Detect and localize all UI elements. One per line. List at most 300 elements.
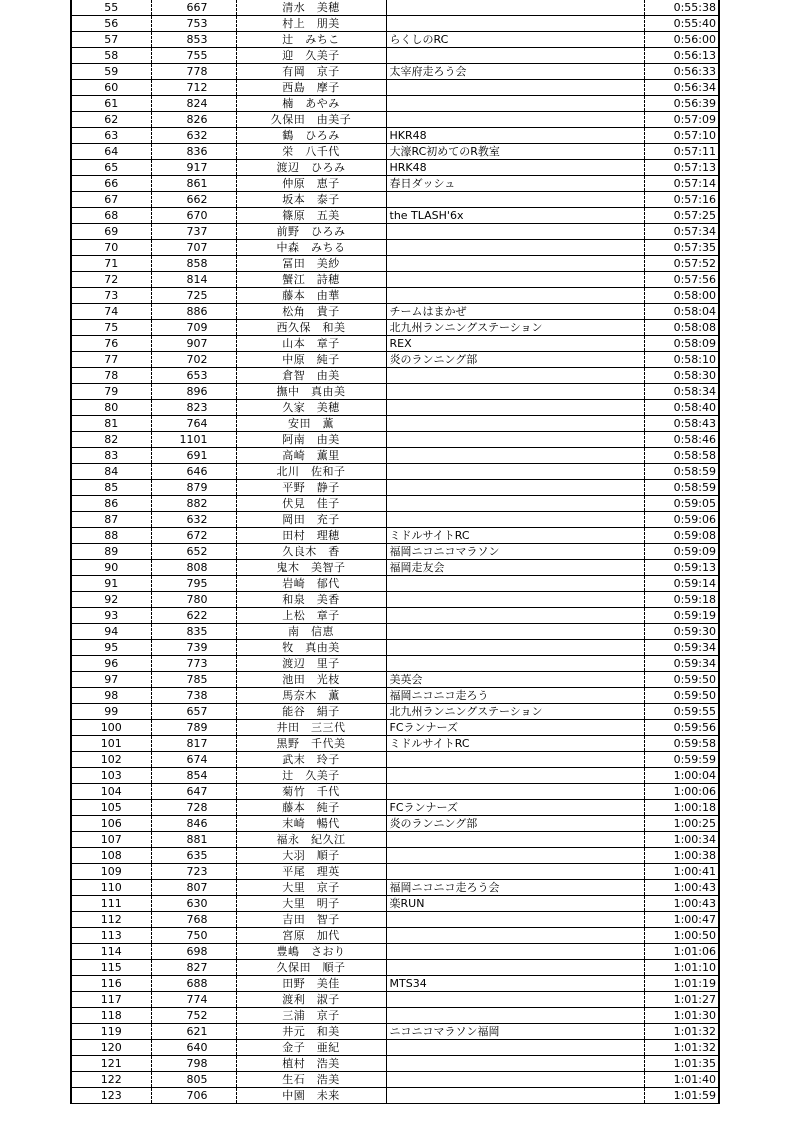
time-cell: 1:01:30 [644,1008,719,1024]
team-cell: REX [386,336,644,352]
name-cell: 岡田 充子 [236,512,386,528]
time-cell: 1:01:10 [644,960,719,976]
team-cell [386,656,644,672]
bib-cell: 780 [151,592,236,608]
time-cell: 0:57:13 [644,160,719,176]
team-cell [386,96,644,112]
rank-cell: 101 [71,736,151,752]
name-cell: 迎 久美子 [236,48,386,64]
bib-cell: 886 [151,304,236,320]
time-cell: 1:01:59 [644,1088,719,1104]
rank-cell: 61 [71,96,151,112]
time-cell: 0:58:00 [644,288,719,304]
name-cell: 渡辺 里子 [236,656,386,672]
bib-cell: 826 [151,112,236,128]
time-cell: 0:59:05 [644,496,719,512]
bib-cell: 858 [151,256,236,272]
time-cell: 0:59:08 [644,528,719,544]
team-cell: 美英会 [386,672,644,688]
team-cell [386,240,644,256]
bib-cell: 896 [151,384,236,400]
table-row [71,1072,719,1088]
team-cell [386,752,644,768]
rank-cell: 111 [71,896,151,912]
rank-cell: 113 [71,928,151,944]
name-cell: 清水 美穂 [236,0,386,16]
bib-cell: 753 [151,16,236,32]
name-cell: 三浦 京子 [236,1008,386,1024]
name-cell: 渡辺 ひろみ [236,160,386,176]
bib-cell: 674 [151,752,236,768]
time-cell: 0:57:25 [644,208,719,224]
team-cell [386,384,644,400]
team-cell [386,1008,644,1024]
name-cell: 篠原 五美 [236,208,386,224]
table-row [71,896,719,912]
time-cell: 0:57:16 [644,192,719,208]
time-cell: 0:59:09 [644,544,719,560]
team-cell [386,16,644,32]
time-cell: 0:58:43 [644,416,719,432]
time-cell: 0:59:56 [644,720,719,736]
name-cell: 宮原 加代 [236,928,386,944]
team-cell [386,1072,644,1088]
team-cell [386,576,644,592]
time-cell: 0:58:34 [644,384,719,400]
team-cell [386,288,644,304]
table-row [71,352,719,368]
table-row [71,64,719,80]
table-row [71,592,719,608]
team-cell [386,480,644,496]
time-cell: 0:57:14 [644,176,719,192]
table-row [71,832,719,848]
team-cell [386,464,644,480]
team-cell: 楽RUN [386,896,644,912]
rank-cell: 60 [71,80,151,96]
bib-cell: 622 [151,608,236,624]
name-cell: 田野 美佳 [236,976,386,992]
time-cell: 0:59:18 [644,592,719,608]
rank-cell: 96 [71,656,151,672]
table-row [71,1008,719,1024]
time-cell: 0:58:46 [644,432,719,448]
table-row [71,848,719,864]
name-cell: 北川 佐和子 [236,464,386,480]
bib-cell: 632 [151,512,236,528]
bib-cell: 917 [151,160,236,176]
rank-cell: 65 [71,160,151,176]
table-row [71,912,719,928]
table-row [71,512,719,528]
name-cell: 倉智 由美 [236,368,386,384]
team-cell [386,496,644,512]
rank-cell: 116 [71,976,151,992]
bib-cell: 647 [151,784,236,800]
time-cell: 1:00:38 [644,848,719,864]
time-cell: 0:55:38 [644,0,719,16]
rank-cell: 69 [71,224,151,240]
team-cell: 春日ダッシュ [386,176,644,192]
time-cell: 0:59:59 [644,752,719,768]
team-cell: 福岡ニコニコ走ろう会 [386,880,644,896]
bib-cell: 814 [151,272,236,288]
bib-cell: 1101 [151,432,236,448]
name-cell: 仲原 恵子 [236,176,386,192]
team-cell [386,848,644,864]
team-cell [386,0,644,16]
bib-cell: 774 [151,992,236,1008]
team-cell [386,928,644,944]
bib-cell: 688 [151,976,236,992]
time-cell: 1:00:34 [644,832,719,848]
bib-cell: 739 [151,640,236,656]
rank-cell: 58 [71,48,151,64]
bib-cell: 702 [151,352,236,368]
name-cell: 辻 久美子 [236,768,386,784]
rank-cell: 99 [71,704,151,720]
bib-cell: 750 [151,928,236,944]
name-cell: 牧 真由美 [236,640,386,656]
bib-cell: 737 [151,224,236,240]
name-cell: 久保田 順子 [236,960,386,976]
team-cell [386,912,644,928]
name-cell: 大羽 順子 [236,848,386,864]
rank-cell: 66 [71,176,151,192]
bib-cell: 755 [151,48,236,64]
table-row [71,448,719,464]
name-cell: 平野 静子 [236,480,386,496]
bib-cell: 808 [151,560,236,576]
rank-cell: 119 [71,1024,151,1040]
name-cell: 西島 摩子 [236,80,386,96]
table-row [71,192,719,208]
time-cell: 1:00:04 [644,768,719,784]
team-cell [386,1056,644,1072]
table-row [71,688,719,704]
rank-cell: 56 [71,16,151,32]
time-cell: 0:57:52 [644,256,719,272]
table-row [71,624,719,640]
team-cell [386,592,644,608]
table-row [71,304,719,320]
time-cell: 0:58:04 [644,304,719,320]
rank-cell: 100 [71,720,151,736]
table-row [71,240,719,256]
time-cell: 1:01:35 [644,1056,719,1072]
table-row [71,368,719,384]
time-cell: 1:00:18 [644,800,719,816]
team-cell: 福岡走友会 [386,560,644,576]
time-cell: 1:00:06 [644,784,719,800]
name-cell: 植村 浩美 [236,1056,386,1072]
rank-cell: 114 [71,944,151,960]
team-cell [386,832,644,848]
name-cell: 前野 ひろみ [236,224,386,240]
team-cell [386,624,644,640]
time-cell: 0:58:59 [644,480,719,496]
time-cell: 0:58:09 [644,336,719,352]
rank-cell: 97 [71,672,151,688]
bib-cell: 764 [151,416,236,432]
team-cell: らくしのRC [386,32,644,48]
bib-cell: 667 [151,0,236,16]
table-row [71,160,719,176]
rank-cell: 107 [71,832,151,848]
bib-cell: 853 [151,32,236,48]
table-row [71,176,719,192]
rank-cell: 106 [71,816,151,832]
time-cell: 0:58:58 [644,448,719,464]
rank-cell: 117 [71,992,151,1008]
rank-cell: 59 [71,64,151,80]
team-cell [386,80,644,96]
team-cell: 福岡ニコニコマラソン [386,544,644,560]
bib-cell: 709 [151,320,236,336]
bib-cell: 657 [151,704,236,720]
table-row [71,80,719,96]
time-cell: 0:59:50 [644,688,719,704]
name-cell: 山本 章子 [236,336,386,352]
name-cell: 金子 亜紀 [236,1040,386,1056]
table-row [71,272,719,288]
team-cell [386,1040,644,1056]
name-cell: 中原 純子 [236,352,386,368]
time-cell: 0:59:50 [644,672,719,688]
team-cell [386,400,644,416]
time-cell: 0:59:06 [644,512,719,528]
table-row [71,416,719,432]
table-row [71,96,719,112]
rank-cell: 104 [71,784,151,800]
team-cell: ミドルサイトRC [386,528,644,544]
bib-cell: 882 [151,496,236,512]
name-cell: 平尾 理英 [236,864,386,880]
table-row [71,480,719,496]
bib-cell: 773 [151,656,236,672]
name-cell: 和泉 美香 [236,592,386,608]
team-cell: the TLASH'6x [386,208,644,224]
name-cell: 冨田 美紗 [236,256,386,272]
name-cell: 松角 貴子 [236,304,386,320]
team-cell [386,992,644,1008]
bib-cell: 827 [151,960,236,976]
bib-cell: 632 [151,128,236,144]
team-cell: 炎のランニング部 [386,352,644,368]
name-cell: 撫中 真由美 [236,384,386,400]
team-cell [386,48,644,64]
time-cell: 1:01:32 [644,1024,719,1040]
table-row [71,336,719,352]
rank-cell: 57 [71,32,151,48]
table-row [71,752,719,768]
results-sheet [70,0,718,1104]
rank-cell: 80 [71,400,151,416]
name-cell: 黒野 千代美 [236,736,386,752]
time-cell: 1:01:27 [644,992,719,1008]
name-cell: 中森 みちる [236,240,386,256]
rank-cell: 71 [71,256,151,272]
time-cell: 0:59:34 [644,656,719,672]
time-cell: 0:56:34 [644,80,719,96]
team-cell [386,864,644,880]
time-cell: 0:58:40 [644,400,719,416]
bib-cell: 807 [151,880,236,896]
bib-cell: 846 [151,816,236,832]
rank-cell: 89 [71,544,151,560]
table-row [71,672,719,688]
rank-cell: 64 [71,144,151,160]
rank-cell: 95 [71,640,151,656]
time-cell: 0:59:19 [644,608,719,624]
rank-cell: 74 [71,304,151,320]
table-row [71,16,719,32]
bib-cell: 621 [151,1024,236,1040]
table-row [71,496,719,512]
bib-cell: 752 [151,1008,236,1024]
bib-cell: 907 [151,336,236,352]
time-cell: 1:01:06 [644,944,719,960]
time-cell: 0:57:10 [644,128,719,144]
table-row [71,1056,719,1072]
time-cell: 0:59:13 [644,560,719,576]
table-row [71,976,719,992]
bib-cell: 723 [151,864,236,880]
table-row [71,608,719,624]
rank-cell: 94 [71,624,151,640]
table-row [71,784,719,800]
time-cell: 1:00:43 [644,880,719,896]
name-cell: 鶴 ひろみ [236,128,386,144]
table-row [71,768,719,784]
rank-cell: 88 [71,528,151,544]
table-row [71,960,719,976]
bib-cell: 652 [151,544,236,560]
name-cell: 鬼木 美智子 [236,560,386,576]
rank-cell: 108 [71,848,151,864]
time-cell: 0:57:11 [644,144,719,160]
time-cell: 0:57:35 [644,240,719,256]
team-cell: MTS34 [386,976,644,992]
time-cell: 1:01:32 [644,1040,719,1056]
bib-cell: 691 [151,448,236,464]
team-cell [386,640,644,656]
bib-cell: 707 [151,240,236,256]
table-row [71,544,719,560]
team-cell [386,416,644,432]
rank-cell: 85 [71,480,151,496]
rank-cell: 62 [71,112,151,128]
team-cell: ミドルサイトRC [386,736,644,752]
rank-cell: 110 [71,880,151,896]
team-cell: 大濠RC初めてのR教室 [386,144,644,160]
rank-cell: 122 [71,1072,151,1088]
team-cell [386,608,644,624]
team-cell: 北九州ランニングステーション [386,704,644,720]
time-cell: 1:01:19 [644,976,719,992]
time-cell: 0:59:58 [644,736,719,752]
rank-cell: 118 [71,1008,151,1024]
table-row [71,464,719,480]
time-cell: 1:00:41 [644,864,719,880]
team-cell: FCランナーズ [386,800,644,816]
rank-cell: 78 [71,368,151,384]
table-row [71,48,719,64]
name-cell: 久良木 香 [236,544,386,560]
name-cell: 中園 未来 [236,1088,386,1104]
bib-cell: 861 [151,176,236,192]
rank-cell: 123 [71,1088,151,1104]
team-cell [386,368,644,384]
name-cell: 坂本 泰子 [236,192,386,208]
team-cell [386,192,644,208]
team-cell [386,768,644,784]
time-cell: 0:57:34 [644,224,719,240]
table-row [71,928,719,944]
rank-cell: 77 [71,352,151,368]
rank-cell: 84 [71,464,151,480]
rank-cell: 76 [71,336,151,352]
time-cell: 1:00:43 [644,896,719,912]
bib-cell: 785 [151,672,236,688]
name-cell: 末崎 暢代 [236,816,386,832]
rank-cell: 120 [71,1040,151,1056]
team-cell [386,112,644,128]
bib-cell: 725 [151,288,236,304]
time-cell: 1:00:25 [644,816,719,832]
rank-cell: 81 [71,416,151,432]
table-row [71,576,719,592]
time-cell: 0:57:09 [644,112,719,128]
bib-cell: 653 [151,368,236,384]
time-cell: 0:58:10 [644,352,719,368]
team-cell: 太宰府走ろう会 [386,64,644,80]
time-cell: 0:59:14 [644,576,719,592]
name-cell: 安田 薫 [236,416,386,432]
rank-cell: 79 [71,384,151,400]
rank-cell: 90 [71,560,151,576]
time-cell: 0:57:56 [644,272,719,288]
name-cell: 渡利 淑子 [236,992,386,1008]
table-row [71,560,719,576]
rank-cell: 109 [71,864,151,880]
time-cell: 1:01:40 [644,1072,719,1088]
name-cell: 豊嶋 さおり [236,944,386,960]
bib-cell: 646 [151,464,236,480]
name-cell: 武末 玲子 [236,752,386,768]
name-cell: 西久保 和美 [236,320,386,336]
bib-cell: 778 [151,64,236,80]
bib-cell: 670 [151,208,236,224]
team-cell [386,448,644,464]
bib-cell: 640 [151,1040,236,1056]
table-row [71,384,719,400]
name-cell: 南 信恵 [236,624,386,640]
team-cell: 炎のランニング部 [386,816,644,832]
rank-cell: 67 [71,192,151,208]
table-row [71,1088,719,1104]
team-cell: ニコニコマラソン福岡 [386,1024,644,1040]
name-cell: 田村 理穂 [236,528,386,544]
name-cell: 楠 あやみ [236,96,386,112]
name-cell: 久家 美穂 [236,400,386,416]
name-cell: 高崎 薫里 [236,448,386,464]
name-cell: 池田 光枝 [236,672,386,688]
table-row [71,1024,719,1040]
team-cell: HKR48 [386,128,644,144]
bib-cell: 662 [151,192,236,208]
name-cell: 菊竹 千代 [236,784,386,800]
